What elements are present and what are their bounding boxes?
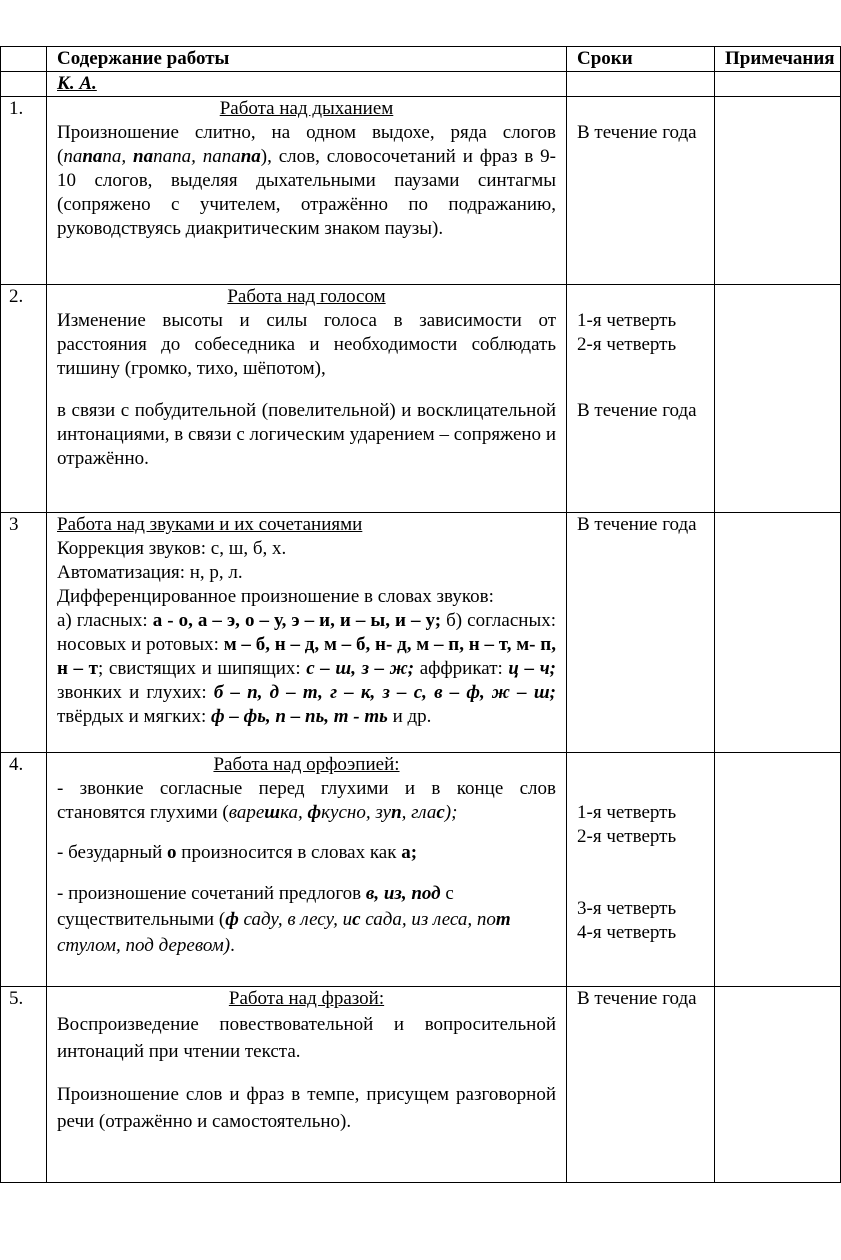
row-content bbox=[47, 987, 567, 1183]
header-num-cell bbox=[1, 47, 47, 72]
table-row bbox=[1, 987, 841, 1183]
section-text: Изменение высоты и силы голоса в зависимости от расстояния до собеседника и необходимости соблюдать тишину (громко, тихо, шёпотом), bbox=[57, 310, 556, 379]
row-number: 5. bbox=[1, 987, 47, 1183]
table-row bbox=[1, 753, 841, 987]
section-text: Произношение слов и фраз в темпе, присущем разговорной речи (отражённо и самостоятельно). bbox=[57, 1084, 556, 1132]
section-title: Работа над дыханием bbox=[219, 98, 394, 119]
row-number: 3 bbox=[1, 513, 47, 753]
row-note bbox=[715, 97, 841, 285]
header-row bbox=[1, 47, 841, 72]
section-text: а) гласных: а - о, а – э, о – у, э – и, и – ы, и – у; б) согласных: носовых и ротовых: м – б, н – д, м – б, н- д, м – п, н – т, м- п, н – т; свистящих и шипящих: с – ш, з – ж; аффрикат: ц – ч; звонких и глухих: б – п, д – т, г – к, з – с, в – ф, ж – ш; твёрдых и мягких: ф – фь, п – пь, т - ть и др. bbox=[57, 610, 556, 727]
row-terms: 1-я четверть 2-я четверть 3-я четверть 4-я четверть bbox=[567, 753, 715, 987]
section-title: Работа над голосом bbox=[227, 286, 386, 307]
section-title: Работа над звуками и их сочетаниями bbox=[57, 514, 363, 535]
section-title: Работа над фразой: bbox=[228, 988, 385, 1009]
section-text: Автоматизация: н, р, л. bbox=[57, 562, 243, 583]
header-content: Содержание работы bbox=[47, 47, 567, 72]
table-row bbox=[1, 513, 841, 753]
header-terms: Сроки bbox=[567, 47, 715, 72]
section-text: - звонкие согласные перед глухими и в конце слов становятся глухими (варешка, фкусно, зуп, глас); bbox=[57, 778, 556, 823]
table-row bbox=[1, 97, 841, 285]
work-plan-table bbox=[0, 46, 841, 1183]
section-text: Воспроизведение повествовательной и вопросительной интонаций при чтении текста. bbox=[57, 1014, 556, 1062]
row-content bbox=[47, 753, 567, 987]
row-number: 2. bbox=[1, 285, 47, 513]
row-note bbox=[715, 285, 841, 513]
row-number: 4. bbox=[1, 753, 47, 987]
row-content bbox=[47, 97, 567, 285]
table-row bbox=[1, 285, 841, 513]
row-terms: 1-я четверть 2-я четверть В течение года bbox=[567, 285, 715, 513]
section-text: Коррекция звуков: с, ш, б, х. bbox=[57, 538, 287, 559]
row-note bbox=[715, 513, 841, 753]
section-text: в связи с побудительной (повелительной) и восклицательной интонациями, в связи с логическим ударением – сопряжено и отражённо. bbox=[57, 400, 556, 469]
subheader-label: К. А. bbox=[47, 72, 567, 97]
section-text: - произношение сочетаний предлогов в, из, под с существительными (ф саду, в лесу, ис сада, из леса, пот стулом, под деревом). bbox=[57, 883, 511, 956]
header-note: Примечания bbox=[715, 47, 841, 72]
row-terms: В течение года bbox=[567, 513, 715, 753]
section-text: Дифференцированное произношение в словах звуков: bbox=[57, 586, 494, 607]
row-note bbox=[715, 987, 841, 1183]
row-content bbox=[47, 513, 567, 753]
row-note bbox=[715, 753, 841, 987]
row-terms: В течение года bbox=[567, 987, 715, 1183]
subheader-row bbox=[1, 72, 841, 97]
row-content bbox=[47, 285, 567, 513]
section-text: Произношение слитно, на одном выдохе, ряда слогов (папапа, папапа, папапа), слов, словосочетаний и фраз в 9-10 слогов, выделяя дыхательными паузами синтагмы (сопряжено с учителем, отражённо по подражанию, руководствуясь диакритическим знаком паузы). bbox=[57, 122, 556, 239]
row-terms: В течение года bbox=[567, 97, 715, 285]
section-text: - безударный о произносится в словах как а; bbox=[57, 842, 418, 863]
section-title: Работа над орфоэпией: bbox=[213, 754, 400, 775]
row-number: 1. bbox=[1, 97, 47, 285]
